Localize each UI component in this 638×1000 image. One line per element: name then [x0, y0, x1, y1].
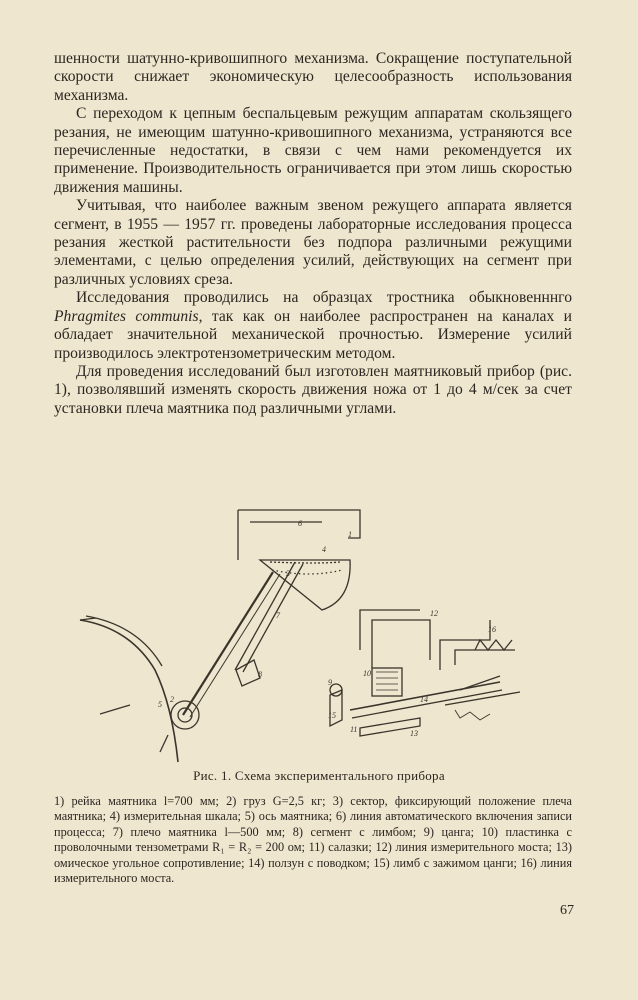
paragraph-3: Учитывая, что наиболее важным звеном режущего аппарата является сегмент, в 1955 — 1957 гг. проведены лабораторные исследования процесса резания жесткой растительности без подпора различными режущими элементами, с целью определения усилий, действующих на сегмент при различных условиях среза. — [54, 197, 572, 288]
paragraph-2: С переходом к цепным беспальцевым режущим аппаратам скользящего резания, не имеющим шатунно-кривошипного механизма, устраняются все перечисленные недостатки, в связи с чем нами рекомендуется их применение. Производительность ограничивается при этом лишь скоростью движения машины. — [54, 105, 572, 196]
figure-label-4: 4 — [322, 545, 326, 554]
figure-label-15: 15 — [328, 711, 336, 720]
paragraph-1: шенности шатунно-кривошипного механизма. Сокращение поступательной скорости снижает экономическую целесообразность использования механизма. — [54, 50, 572, 104]
figure-label-10: 10 — [363, 669, 371, 678]
figure-label-13: 13 — [410, 729, 418, 738]
figure-legend: 1) рейка маятника l=700 мм; 2) груз G=2,5 кг; 3) сектор, фиксирующий положение плеча маятника; 4) измерительная шкала; 5) ось маятника; 6) линия автоматического включения записи процесса; 7) плечо маятника l—500 мм; 8) сегмент с лимбом; 9) цанга; 10) пластинка с проволочными тензометрами R₁ = R₂ = 200 ом; 11) салазки; 12) линия измерительного моста; 13) омическое угольное сопротивление; 14) ползун с поводком; 15) лимб с зажимом цанги; 16) линия измерительного моста. — [54, 794, 572, 886]
figure-label-1: 1 — [348, 530, 352, 539]
figure-label-7: 7 — [276, 611, 280, 620]
figure-caption: Рис. 1. Схема экспериментального прибора — [193, 768, 445, 783]
paragraph-4 — [54, 289, 572, 363]
figure-label-9: 9 — [328, 678, 332, 687]
page-number: 67 — [560, 903, 574, 918]
figure-label-16: 16 — [488, 625, 496, 634]
figure-label-14: 14 — [420, 695, 428, 704]
species-name: Phragmites communis — [54, 307, 199, 325]
figure-label-5: 5 — [158, 700, 162, 709]
paragraph-4-end: , так как он наиболее распространен на каналах и обладает значительной механической прочностью. Измерение усилий производилось электротензометрическим методом. — [54, 307, 573, 362]
figure-label-3: 3 — [286, 569, 290, 578]
figure-label-12: 12 — [430, 609, 438, 618]
pendulum-apparatus-diagram — [60, 500, 530, 768]
figure-label-8: 8 — [258, 670, 262, 679]
figure-label-2: 2 — [170, 695, 174, 704]
paragraph-4-start: Исследования проводились на образцах тростника обыкновенннго — [76, 289, 572, 307]
figure-label-11: 11 — [350, 725, 358, 734]
paragraph-5: Для проведения исследований был изготовлен маятниковый прибор (рис. 1), позволявший изменять скорость движения ножа от 1 до 4 м/сек за счет установки плеча маятника под различными углами. — [54, 362, 572, 417]
figure-label-6: 6 — [298, 519, 302, 528]
body-text — [54, 50, 572, 418]
